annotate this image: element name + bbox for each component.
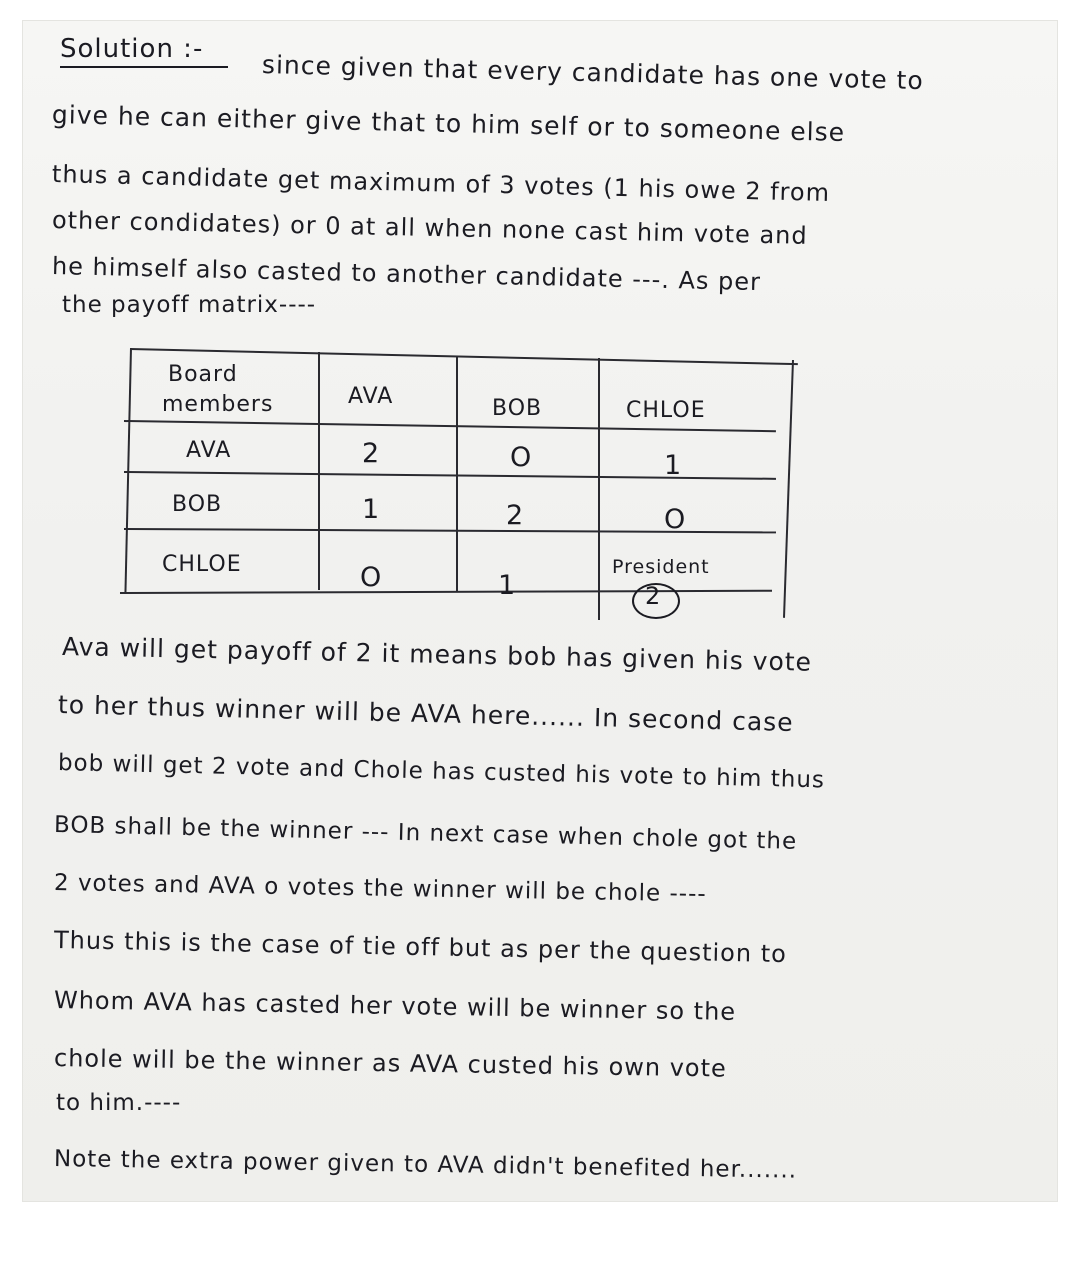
cell-ava-ava: 2	[362, 438, 381, 469]
cell-chloe-chloe: 2	[645, 582, 662, 610]
solution-line-1: since given that every candidate has one vote to	[261, 50, 925, 96]
row-label-ava: AVA	[186, 438, 232, 463]
col-header-chloe: CHLOE	[626, 398, 706, 423]
solution-line-4: other condidates) or 0 at all when none cast him vote and	[51, 206, 808, 250]
explanation-line-10: Note the extra power given to AVA didn't benefited her.......	[53, 1146, 798, 1184]
cell-bob-bob: 2	[506, 500, 525, 531]
cell-ava-chloe: 1	[664, 450, 683, 481]
explanation-line-7: Whom AVA has casted her vote will be winner so the	[53, 986, 737, 1026]
explanation-line-4: BOB shall be the winner --- In next case when chole got the	[53, 812, 798, 855]
solution-line-5: he himself also casted to another candidate ---. As per	[51, 252, 762, 297]
title-underline	[60, 66, 228, 68]
table-col-line-2	[456, 356, 458, 592]
solution-line-6: the payoff matrix----	[62, 292, 317, 318]
cell-bob-chloe: O	[664, 504, 687, 535]
corner-label-line1: Board	[168, 362, 238, 387]
explanation-line-3: bob will get 2 vote and Chole has custed his vote to him thus	[57, 750, 826, 794]
corner-label-line2: members	[162, 392, 274, 417]
cell-chloe-ava: O	[360, 562, 383, 593]
table-col-line-3	[598, 358, 600, 620]
solution-line-2: give he can either give that to him self or to someone else	[51, 100, 846, 147]
explanation-line-2: to her thus winner will be AVA here...... In second case	[57, 690, 794, 737]
cell-ava-bob: O	[510, 442, 533, 473]
cell-chloe-bob: 1	[498, 570, 517, 601]
president-label: President	[612, 556, 710, 578]
solution-title: Solution :-	[60, 34, 204, 64]
row-label-bob: BOB	[172, 492, 223, 517]
explanation-line-8: chole will be the winner as AVA custed his own vote	[53, 1044, 728, 1083]
col-header-bob: BOB	[492, 396, 543, 421]
explanation-line-9: to him.----	[56, 1090, 182, 1116]
cell-bob-ava: 1	[362, 494, 381, 525]
solution-line-3: thus a candidate get maximum of 3 votes (1 his owe 2 from	[51, 160, 831, 208]
table-col-line-1	[318, 352, 320, 590]
explanation-line-1: Ava will get payoff of 2 it means bob has given his vote	[61, 632, 813, 677]
row-label-chloe: CHLOE	[162, 552, 242, 577]
col-header-ava: AVA	[348, 384, 394, 409]
explanation-line-5: 2 votes and AVA o votes the winner will be chole ----	[53, 870, 707, 908]
explanation-line-6: Thus this is the case of tie off but as per the question to	[53, 926, 788, 969]
